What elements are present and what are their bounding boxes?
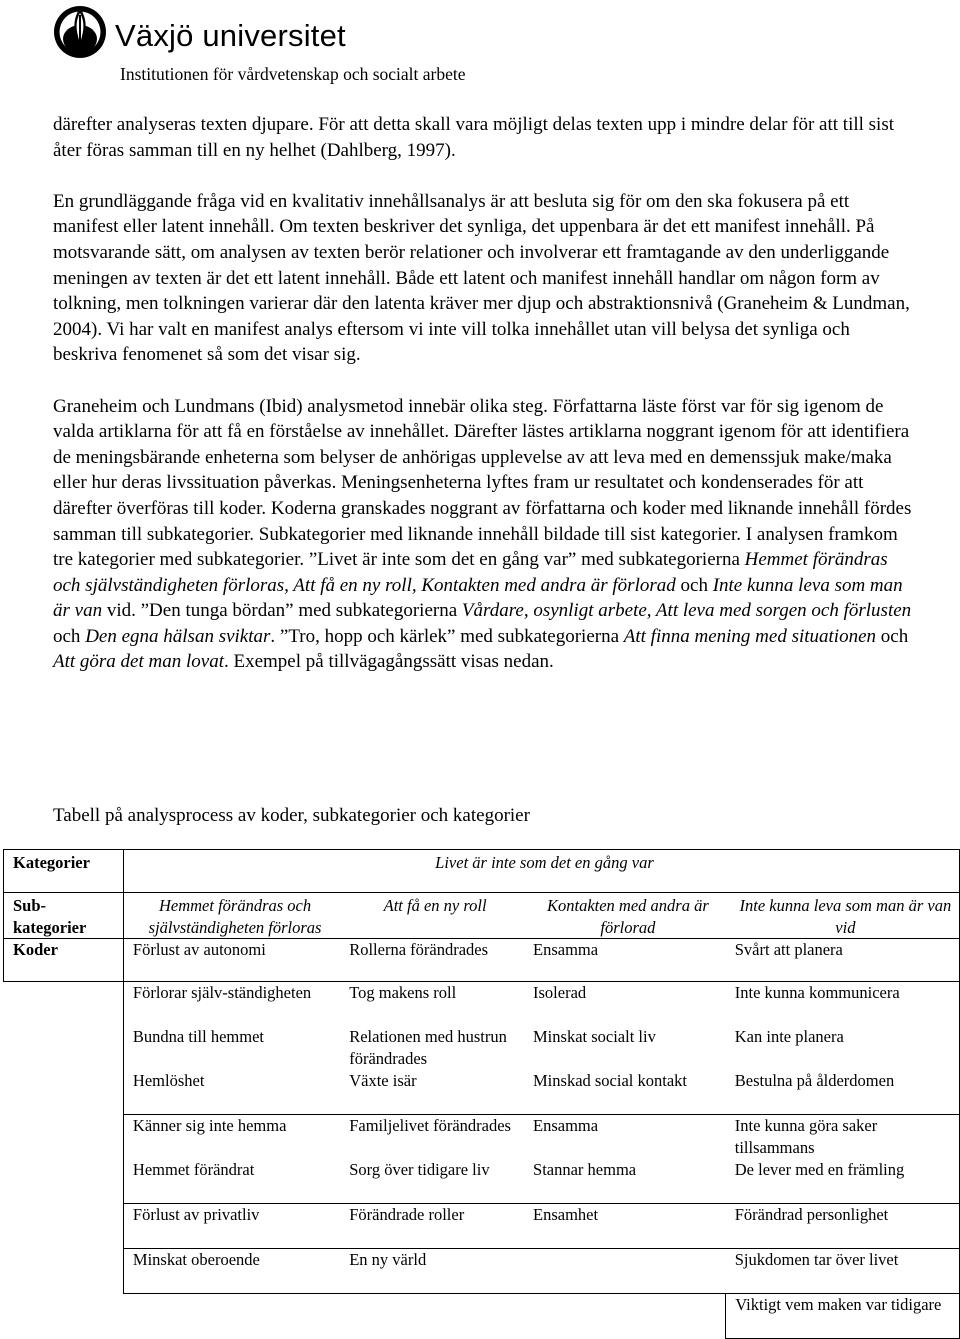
code-cell: Stannar hemma [533, 1160, 637, 1179]
category-cell: Livet är inte som det en gång var [123, 850, 959, 893]
university-name: Växjö universitet [115, 18, 346, 53]
paragraph-3-italic: Inte kunna leva som man är van [53, 574, 903, 622]
code-cell: Förlust av privatliv [123, 1204, 340, 1249]
paragraph-3-text: . ”Tro, hopp och kärlek” med subkategorierna [270, 625, 624, 647]
code-cell: Sjukdomen tar över livet [726, 1249, 960, 1294]
paragraph-3-text: vid. ”Den tunga bördan” med subkategorierna [102, 600, 462, 622]
body-text [53, 112, 913, 675]
code-cell: Inte kunna göra saker tillsammans [726, 1115, 960, 1160]
paragraph-3-text: och [53, 625, 86, 647]
paragraph-1: därefter analyseras texten djupare. För att detta skall vara möjligt delas texten upp i mindre delar för att till sist åter föras samman till en ny helhet (Dahlberg, 1997). [53, 114, 895, 161]
row-label-subkategorier [4, 893, 124, 939]
code-row [4, 1204, 960, 1249]
institution-name: Institutionen för vårdvetenskap och socialt arbete [120, 64, 466, 84]
code-cell: Förändrade roller [340, 1204, 524, 1249]
code-cell: Familjelivet förändrades [340, 1115, 524, 1160]
code-cell: Växte isär [349, 1071, 417, 1090]
code-row [4, 1294, 960, 1339]
row-label-koder: Koder [4, 939, 124, 982]
subcategory-cell: Att få en ny roll [383, 896, 487, 915]
code-cell: Minskat oberoende [123, 1249, 340, 1294]
table-caption: Tabell på analysprocess av koder, subkategorier och kategorier [53, 805, 530, 826]
paragraph-3-italic: Den egna hälsan sviktar [85, 625, 271, 647]
code-row [4, 939, 960, 982]
analysis-table [3, 849, 960, 1339]
code-row [4, 1115, 960, 1160]
paragraph-3-text: och [675, 574, 713, 596]
paragraph-3 [53, 394, 913, 676]
paragraph-2: En grundläggande fråga vid en kvalitativ innehållsanalys är att besluta sig för om den ska fokusera på ett manifest eller latent innehåll. Om texten beskriver det synliga, det uppenbara är det ett manifest innehåll. På motsvarande sätt, om analysen av texten berör relationer och involverar ett framtagande av den underliggande meningen av texten är det ett latent innehåll. Både ett latent och manifest innehåll handlar om någon form av tolkning, men tolkningen varierar där den latenta kräver mer djup och abstraktionsnivå (Graneheim & Lundman, 2004). Vi har valt en manifest analys eftersom vi inte vill tolka innehållet utan vill belysa det synliga och beskriva fenomenet så som det visar sig. [53, 190, 910, 366]
code-cell: Ensamma [524, 939, 726, 982]
code-cell: Minskad social kontakt [533, 1071, 687, 1090]
category-row [4, 850, 960, 893]
university-logo-icon [52, 2, 108, 62]
code-cell: Rollerna förändrades [340, 939, 524, 982]
code-row [4, 982, 960, 1027]
code-cell: Sorg över tidigare liv [349, 1160, 490, 1179]
row-label-kategorier: Kategorier [4, 850, 124, 893]
row-label-subkategorier-line2: kategorier [13, 917, 87, 937]
code-cell: Hemmet förändrat [123, 1159, 340, 1204]
page-header [52, 0, 752, 90]
code-cell: Förlorar själv-ständigheten [123, 982, 340, 1027]
subcategory-cell: Kontakten med andra är förlorad [546, 896, 709, 937]
subcategory-cell: Hemmet förändras och självständigheten förloras [148, 896, 322, 937]
code-cell: Bundna till hemmet [123, 1026, 340, 1070]
subcategory-cell: Inte kunna leva som man är van vid [726, 893, 960, 939]
code-cell: Minskat socialt liv [533, 1027, 656, 1046]
paragraph-3-text: och [876, 625, 909, 647]
code-cell: Isolerad [524, 982, 726, 1027]
paragraph-3-italic: Att göra det man lovat [53, 651, 224, 673]
code-cell: Känner sig inte hemma [123, 1115, 340, 1160]
code-cell [524, 1294, 726, 1339]
code-cell: Bestulna på ålderdomen [726, 1070, 960, 1115]
paragraph-3-italic: Att finna mening med situationen [623, 625, 877, 647]
paragraph-3-text: Graneheim och Lundmans (Ibid) analysmetod innebär olika steg. Författarna läste först var för sig igenom de valda artiklarna för att få en förståelse av innehållet. Därefter lästes artiklarna noggrant igenom för att identifiera de meningsbärande enheterna som belyser de anhörigas upplevelse av att leva med en demenssjuk make/maka eller hur deras livssituation påverkas. Meningsenheterna lyftes fram ur resultatet och kondenserades för att därefter överföras till koder. Koderna granskades noggrant av författarna och koder med liknande innehåll fördes samman till subkategorier. Subkategorier med liknande innehåll bildade till sist kategorier. I analysen framkom tre kategorier med subkategorier. ”Livet är inte som det en gång var” med subkategorierna [53, 395, 912, 571]
row-label-subkategorier-line1: Sub- [13, 896, 47, 915]
code-cell: Förändrad personlighet [726, 1204, 960, 1249]
code-row [4, 1026, 960, 1070]
paragraph-3-text: . Exempel på tillvägagångssätt visas nedan. [223, 651, 554, 673]
code-cell: En ny värld [340, 1249, 524, 1294]
code-cell: Hemlöshet [123, 1070, 340, 1115]
code-cell: Ensamma [524, 1115, 726, 1160]
code-cell: Svårt att planera [726, 939, 960, 982]
code-cell: Förlust av autonomi [123, 939, 340, 982]
subcategory-row [4, 893, 960, 939]
code-row [4, 1159, 960, 1204]
code-cell [340, 1294, 524, 1339]
paragraph-3-italic: Vårdare, osynligt arbete, Att leva med sorgen och förlusten [461, 600, 912, 622]
code-cell: De lever med en främling [726, 1159, 960, 1204]
code-cell: Relationen med hustrun förändrades [349, 1027, 507, 1068]
code-cell [123, 1294, 340, 1339]
code-cell [524, 1249, 726, 1294]
code-cell: Tog makens roll [340, 982, 524, 1027]
paragraph-3-italic: Hemmet förändras och självständigheten förloras, Att få en ny roll, Kontakten med andra är förlorad [53, 549, 888, 596]
code-cell: Viktigt vem maken var tidigare [726, 1294, 960, 1339]
code-row [4, 1249, 960, 1294]
code-cell: Ensamhet [524, 1204, 726, 1249]
code-cell: Kan inte planera [726, 1026, 960, 1070]
code-cell: Inte kunna kommunicera [726, 982, 960, 1027]
code-row [4, 1070, 960, 1115]
